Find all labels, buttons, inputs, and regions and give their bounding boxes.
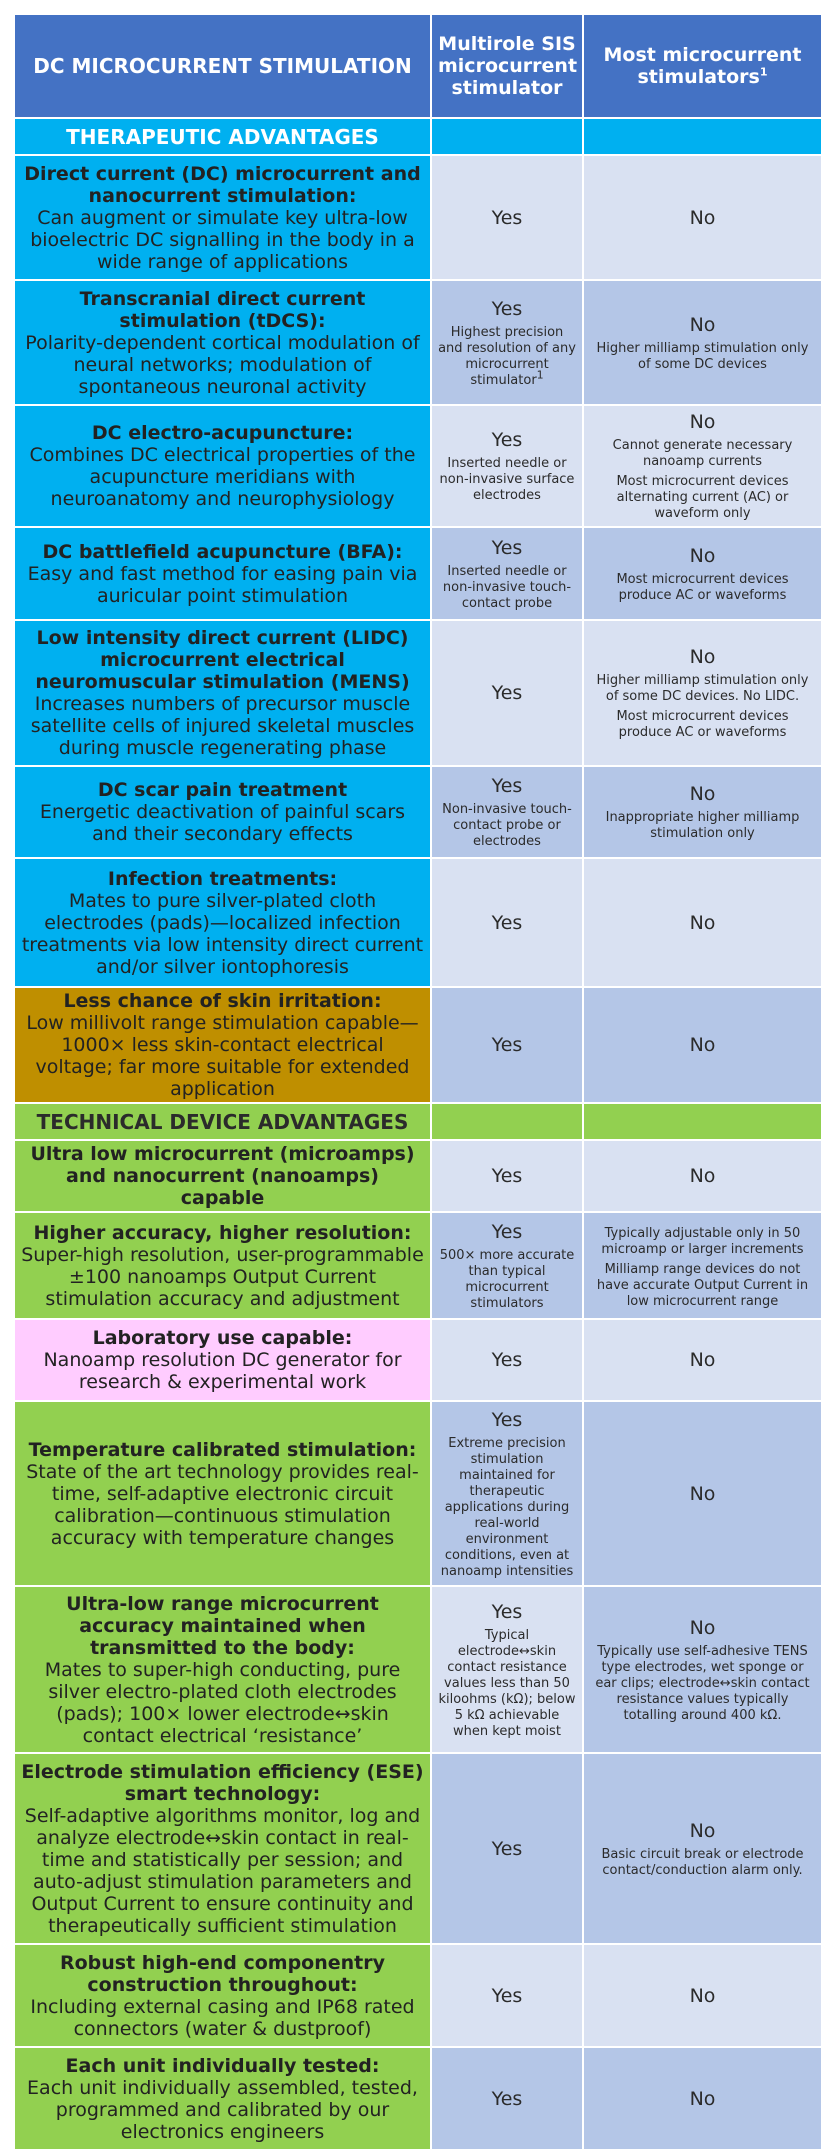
sis-note: Non-invasive touch-contact probe or electrodes [442,802,572,849]
feature-description: Super-high resolution, user-programmable ±100 nanoamps Output Current stimulation accuracy and adjustment [21,1243,424,1310]
feature-title: DC scar pain treatment [97,779,348,801]
table-row [14,1140,822,1212]
sis-note: Extreme precision stimulation maintained for therapeutic applications during real-world environment conditions, even at nanoamp intensities [440,1435,574,1579]
feature-description: State of the art technology provides real-time, self-adaptive electronic circuit calibration—continuous stimulation accuracy with temperature changes [26,1460,419,1549]
feature-title: Ultra low microcurrent (microamps) and nanocurrent (nanoamps) capable [30,1143,415,1209]
others-note: Higher milliamp stimulation only of some DC devices [596,340,809,372]
others-note: Inappropriate higher milliamp stimulation only [605,810,800,841]
others-value: No [689,1165,716,1187]
sis-value: Yes [491,1984,523,2007]
others-note: Basic circuit break or electrode contact/conduction alarm only. [601,1846,804,1878]
others-value: No [689,544,716,567]
feature-description: Mates to pure silver-plated cloth electrodes (pads)—localized infection treatments via low intensity direct current and/or silver iontophoresis [21,889,424,978]
table-row [14,1586,822,1753]
feature-description: Combines DC electrical properties of the acupuncture meridians with neuroanatomy and neurophysiology [29,444,416,510]
others-value: No [689,313,716,336]
section-title-technical: TECHNICAL DEVICE ADVANTAGES [14,1103,431,1140]
sis-note: Typical electrode↔skin contact resistance values less than 50 kiloohms (kΩ); below 5 kΩ achievable when kept moist [438,1627,576,1739]
sis-value: Yes [491,1165,523,1187]
others-value: No [689,1349,716,1371]
section-row-therapeutic [14,118,822,155]
feature-title: DC battlefield acupuncture (BFA): [42,540,403,563]
others-note-2: Most microcurrent devices produce AC or waveforms [616,709,789,740]
feature-title: DC electro-acupuncture: [91,422,354,444]
others-value: No [689,206,716,229]
feature-title: Electrode stimulation efficiency (ESE) smart technology: [21,1760,424,1805]
column-header-others: Most microcurrent stimulators$^1$ [583,14,822,118]
others-value: No [689,783,716,805]
table-row [14,987,822,1103]
others-value: No [689,911,716,934]
table-row [14,155,822,280]
others-note: Typically adjustable only in 50 microamp or larger increments [601,1225,804,1257]
feature-title: Low intensity direct current (LIDC) microcurrent electrical neuromuscular stimulation (MENS) [35,627,410,693]
feature-title: Transcranial direct current stimulation (tDCS): [79,287,366,332]
feature-description: Increases numbers of precursor muscle satellite cells of injured skeletal muscles during muscle regenerating phase [30,693,415,759]
table-row [14,1753,822,1944]
sis-note: Inserted needle or non-invasive surface electrodes [439,456,575,503]
others-note: Typically use self-adhesive TENS type electrodes, wet sponge or ear clips; electrode↔skin contact resistance values typically totalling around 400 kΩ. [595,1643,810,1723]
sis-value: Yes [491,1034,523,1056]
table-row [14,1944,822,2047]
others-note: Cannot generate necessary nanoamp currents [612,438,793,469]
sis-note: 500× more accurate than typical microcurrent stimulators [439,1247,575,1311]
feature-title: Less chance of skin irritation: [63,990,382,1012]
column-header-sis: Multirole SIS microcurrent stimulator [431,14,583,118]
sis-value: Yes [491,429,523,451]
table-title: DC MICROCURRENT STIMULATION [14,14,431,118]
table-row [14,1319,822,1401]
feature-title: Each unit individually tested: [65,2054,380,2077]
sis-note: Highest precision and resolution of any microcurrent stimulator$^1$ [438,324,576,388]
others-value: No [689,1984,716,2007]
feature-description: Energetic deactivation of painful scars and their secondary effects [39,801,406,845]
sis-value: Yes [491,1600,523,1623]
others-note-2: Milliamp range devices do not have accurate Output Current in low microcurrent range [596,1261,809,1309]
others-value: No [689,411,716,433]
sis-value: Yes [491,1220,523,1243]
others-value: No [689,1034,716,1056]
sis-value: Yes [491,206,523,229]
sis-value: Yes [491,911,523,934]
table-row [14,1212,822,1319]
section-row-technical [14,1103,822,1140]
sis-value: Yes [491,297,523,320]
feature-title: Direct current (DC) microcurrent and nanocurrent stimulation: [24,162,421,207]
sis-note: Inserted needle or non-invasive touch-contact probe [442,563,572,611]
header-row [14,14,822,118]
sis-value: Yes [491,1408,523,1431]
table-row [14,858,822,987]
sis-value: Yes [491,775,523,797]
feature-description: Low millivolt range stimulation capable—1000× less skin-contact electrical voltage; far more suitable for extended application [26,1012,419,1100]
others-value: No [689,1819,716,1842]
others-note: Most microcurrent devices produce AC or waveforms [616,571,789,603]
feature-title: Higher accuracy, higher resolution: [33,1221,412,1244]
feature-description: Self-adaptive algorithms monitor, log and analyze electrode↔skin contact in real-time and statistically per session; and auto-adjust stimulation parameters and Output Current to ensure continuity and therapeutically sufficient stimulation [24,1804,421,1937]
sis-value: Yes [491,2087,523,2110]
table-row [14,2047,822,2150]
feature-description: Each unit individually assembled, tested, programmed and calibrated by our electronics engineers [27,2076,418,2143]
feature-description: Nanoamp resolution DC generator for research & experimental work [43,1349,402,1393]
others-note-2: Most microcurrent devices alternating current (AC) or waveform only [616,474,789,521]
table-row [14,620,822,766]
feature-description: Can augment or simulate key ultra-low bioelectric DC signalling in the body in a wide range of applications [30,206,415,273]
section-title-therapeutic: THERAPEUTIC ADVANTAGES [14,118,431,155]
sis-value: Yes [491,682,523,704]
feature-title: Ultra-low range microcurrent accuracy maintained when transmitted to the body: [66,1592,379,1659]
table-row [14,766,822,858]
feature-title: Temperature calibrated stimulation: [28,1438,417,1461]
table-row [14,1401,822,1586]
sis-value: Yes [491,1349,523,1371]
feature-description: Polarity-dependent cortical modulation of neural networks; modulation of spontaneous neuronal activity [25,331,420,398]
feature-title: Infection treatments: [107,867,338,890]
feature-title: Robust high-end componentry construction throughout: [59,1951,386,1996]
feature-description: Including external casing and IP68 rated connectors (water & dustproof) [30,1995,415,2040]
sis-value: Yes [491,1837,523,1860]
comparison-table [13,13,823,2151]
feature-title: Laboratory use capable: [92,1327,353,1349]
others-note: Higher milliamp stimulation only of some DC devices. No LIDC. [596,673,809,704]
table-row [14,527,822,620]
others-value: No [689,1616,716,1639]
feature-description: Mates to super-high conducting, pure silver electro-plated cloth electrodes (pads); 100× lower electrode↔skin contact electrical ‘resistance’ [44,1658,401,1747]
others-value: No [689,1482,716,1505]
sis-value: Yes [491,536,523,559]
table-row [14,280,822,405]
feature-description: Easy and fast method for easing pain via auricular point stimulation [27,562,418,607]
others-value: No [689,646,716,668]
table-row [14,405,822,527]
others-value: No [689,2087,716,2110]
